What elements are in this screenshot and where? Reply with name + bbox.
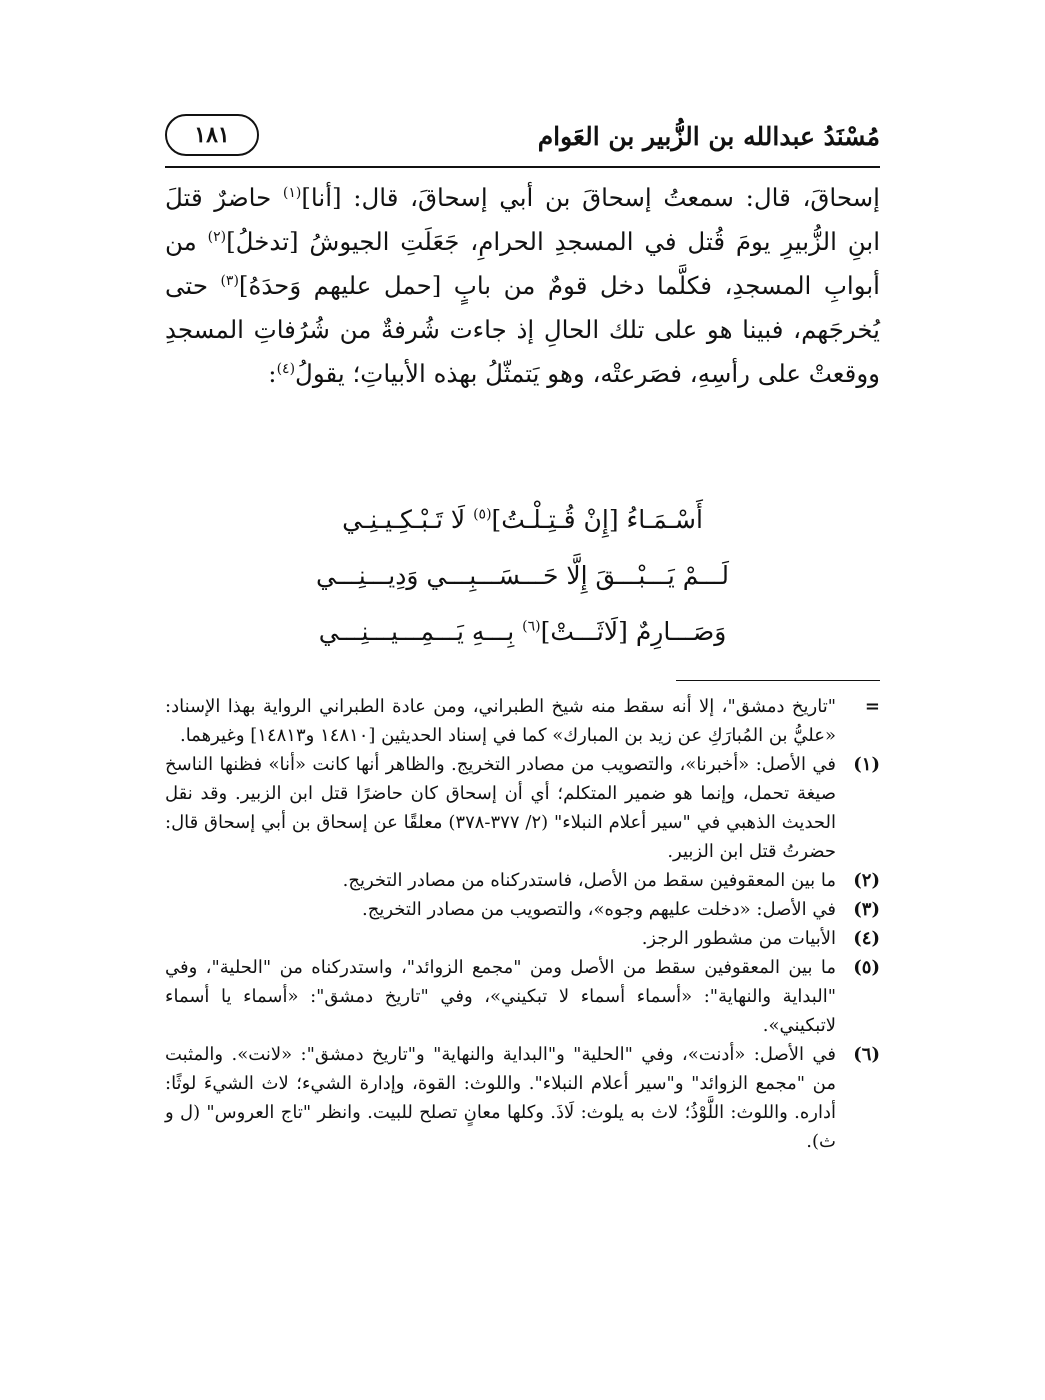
footnote-item (165, 692, 880, 750)
verse-segment: أَسْـمَـاءُ [إِنْ قُـتِـلْـتُ] (491, 505, 703, 534)
footnote-ref: (٣) (220, 272, 239, 289)
poem-verses (165, 492, 880, 660)
header-rule (165, 166, 880, 168)
footnote-number: (١) (853, 754, 880, 775)
footnote-item (165, 895, 880, 924)
footnote-text: الأبيات من مشطور الرجز. (641, 928, 836, 949)
footnote-number: (٤) (853, 928, 880, 949)
footnote-number: (٢) (853, 870, 880, 891)
footnote-ref: (٢) (207, 228, 227, 245)
text-segment: : (268, 359, 277, 388)
footnote-text: في الأصل: «دخلت عليهم وجوه»، والتصويب من مصادر التخريج. (361, 899, 836, 920)
footnote-text: في الأصل: «أخبرنا»، والتصويب من مصادر التخريج. والظاهر أنها كانت «أنا» فظنها الناسخ صيغة تحمل، وإنما هو ضمير المتكلم؛ أي أن إسحاق كان حاضرًا قتل ابن الزبير. وقد نقل الحديث الذهبي في "سير أعلام النبلاء" (٢/ ٣٧٧-٣٧٨) معلقًا عن إسحاق بن أبي إسحاق قال: حضرتُ قتل ابن الزبير. (165, 754, 836, 862)
footnote-text: "تاريخ دمشق"، إلا أنه سقط منه شيخ الطبراني، ومن عادة الطبراني الرواية بهذا الإسناد: «عليُّ بن المُبارَكِ عن زيد بن المبارك» كما في إسناد الحديثين [١٤٨١٠ و١٤٨١٣] وغيرهما. (165, 696, 836, 746)
footnote-separator (676, 680, 880, 681)
verse-segment: بِـــهِ يَـــمِـــيـــنِـــي (318, 617, 523, 646)
page-header (165, 112, 880, 162)
footnote-item (165, 924, 880, 953)
footnote-ref: (٦) (522, 618, 541, 635)
main-text (165, 176, 880, 396)
footnote-text: في الأصل: «أدنت»، وفي "الحلية" و"البداية والنهاية" و"تاريخ دمشق": «لانت». والمثبت من "مجمع الزوائد" و"سير أعلام النبلاء". واللوث: القوة، وإدارة الشيء؛ لاث الشيءَ لوثًا: أداره. واللوث: اللَّوْذُ؛ لاث به يلوث: لَاذَ. وكلها معانٍ تصلح للبيت. وانظر "تاج العروس" (ل و ث). (165, 1044, 836, 1152)
footnote-item (165, 953, 880, 1040)
footnote-number: = (864, 696, 880, 717)
footnote-item (165, 750, 880, 866)
verse-segment: لَا تَـبْـكِـيـنِـي (342, 505, 474, 534)
page-number-badge: ١٨١ (165, 114, 259, 156)
footnote-ref: (٤) (276, 360, 296, 377)
footnote-number: (٥) (853, 957, 880, 978)
footnote-text: ما بين المعقوفين سقط من الأصل ومن "مجمع الزوائد"، واستدركناه من "الحلية"، وفي "البداية والنهاية": «أسماء أسماء لا تبكيني»، وفي "تاريخ دمشق": «أسماء يا أسماء لاتبكيني». (165, 957, 836, 1036)
footnote-item (165, 866, 880, 895)
footnote-ref: (١) (282, 184, 302, 201)
footnote-text: ما بين المعقوفين سقط من الأصل، فاستدركناه من مصادر التخريج. (342, 870, 836, 891)
verse-segment: وَصَـــارِمٌ [لَاثَـــتْ] (540, 617, 727, 646)
footnote-ref: (٥) (473, 506, 492, 523)
verse-line (165, 604, 880, 660)
text-segment: من أبوابِ المسجدِ، فكلَّما دخل قومٌ من بابٍ [حمل عليهم وَحدَهُ] (165, 227, 880, 300)
footnote-number: (٣) (853, 899, 880, 920)
footnotes (165, 692, 880, 1156)
footnote-number: (٦) (853, 1044, 880, 1065)
verse-line: لَـــمْ يَـــبْـــقَ إِلَّا حَـــسَـــبِـــي وَدِيـــنِـــي (315, 561, 730, 590)
running-title: مُسْنَدُ عبدالله بن الزُّبير بن العَوام (537, 122, 880, 151)
verse-line (165, 492, 880, 548)
text-segment: حتى يُخرجَهم، فبينا هو على تلك الحالِ إذ جاءت شُرفةٌ من شُرُفاتِ المسجدِ ووقعتْ على رأسِهِ، فصَرعتْه، وهو يَتمثّلُ بهذه الأبياتِ؛ يقولُ (165, 271, 880, 388)
text-segment: إسحاقَ، قال: سمعتُ إسحاقَ بن أبي إسحاقَ، قال: [أنا] (301, 183, 880, 212)
text-segment: حاضرٌ قتلَ ابنِ الزُّبيرِ يومَ قُتل في المسجدِ الحرامِ، جَعَلَتِ الجيوشُ [تدخلُ] (165, 183, 881, 256)
footnote-item (165, 1040, 880, 1156)
main-paragraph (165, 176, 880, 396)
